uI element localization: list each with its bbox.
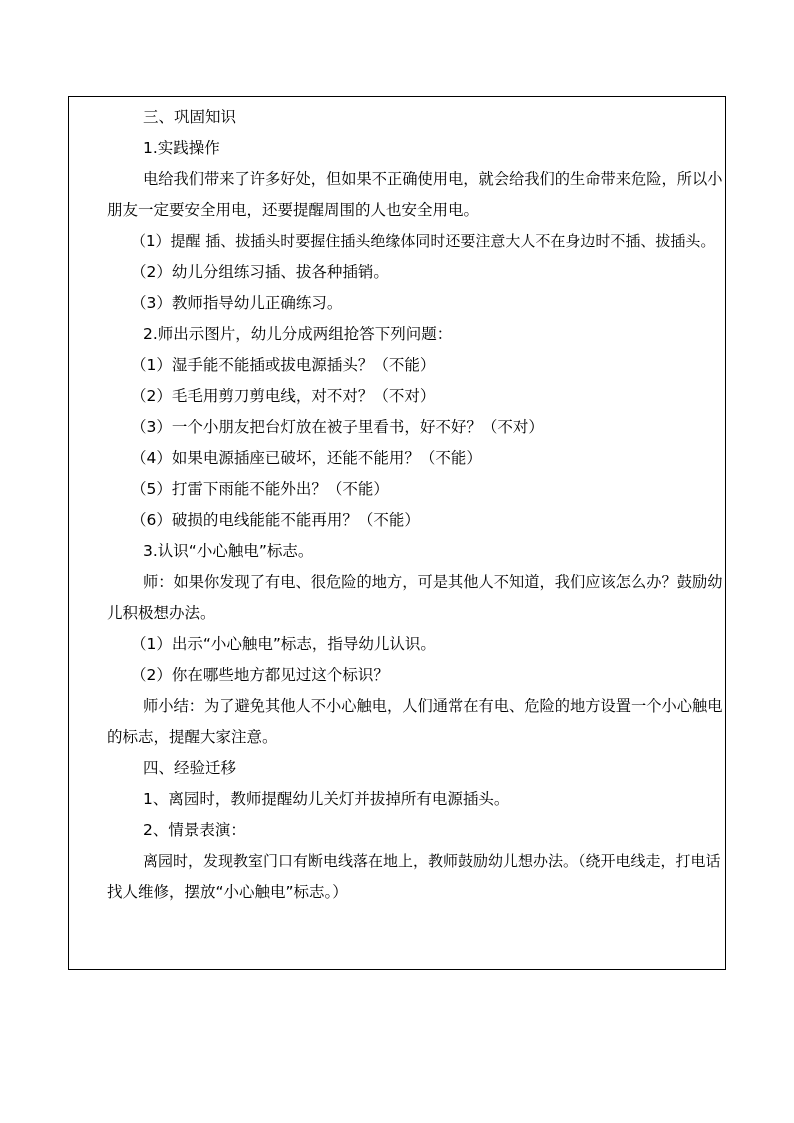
paragraph-line: 儿积极想办法。 [107, 604, 216, 622]
subheading-practice: 1.实践操作 [143, 139, 220, 157]
question-item: （5）打雷下雨能不能外出？（不能） [131, 480, 389, 498]
list-item: （1）提醒 插、拔插头时要握住插头绝缘体同时还要注意大人不在身边时不插、拔插头。 [131, 232, 716, 250]
paragraph-line: 师：如果你发现了有电、很危险的地方，可是其他人不知道，我们应该怎么办？鼓励幼 [143, 573, 723, 591]
paragraph-line: 朋友一定要安全用电，还要提醒周围的人也安全用电。 [107, 201, 480, 219]
list-item: （2）你在哪些地方都见过这个标识？ [131, 666, 389, 684]
paragraph-line: 师小结：为了避免其他人不小心触电，人们通常在有电、危险的地方设置一个小心触电 [143, 697, 723, 715]
subheading-pictures: 2.师出示图片，幼儿分成两组抢答下列问题： [143, 325, 453, 343]
list-item: 1、离园时，教师提醒幼儿关灯并拔掉所有电源插头。 [143, 790, 510, 808]
question-item: （2）毛毛用剪刀剪电线，对不对？（不对） [131, 387, 436, 405]
list-item: 2、情景表演： [143, 821, 246, 839]
paragraph-line: 找人维修，摆放“小心触电”标志。） [107, 883, 348, 901]
question-item: （4）如果电源插座已破坏，还能不能用？（不能） [131, 449, 482, 467]
question-item: （3）一个小朋友把台灯放在被子里看书，好不好？（不对） [131, 418, 544, 436]
subheading-sign: 3.认识“小心触电”标志。 [143, 542, 314, 560]
paragraph-line: 的标志，提醒大家注意。 [107, 728, 278, 746]
section-heading-3: 三、巩固知识 [143, 108, 237, 126]
question-item: （1）湿手能不能插或拔电源插头？（不能） [131, 356, 436, 374]
paragraph-line: 电给我们带来了许多好处，但如果不正确使用电，就会给我们的生命带来危险，所以小 [143, 170, 723, 188]
question-item: （6）破损的电线能能不能再用？（不能） [131, 511, 420, 529]
list-item: （3）教师指导幼儿正确练习。 [131, 294, 343, 312]
lesson-plan-cell [68, 96, 726, 970]
list-item: （2）幼儿分组练习插、拔各种插销。 [131, 263, 389, 281]
section-heading-4: 四、经验迁移 [143, 759, 237, 777]
list-item: （1）出示“小心触电”标志，指导幼儿认识。 [131, 635, 436, 653]
paragraph-line: 离园时，发现教室门口有断电线落在地上，教师鼓励幼儿想办法。（绕开电线走，打电话 [143, 852, 721, 870]
